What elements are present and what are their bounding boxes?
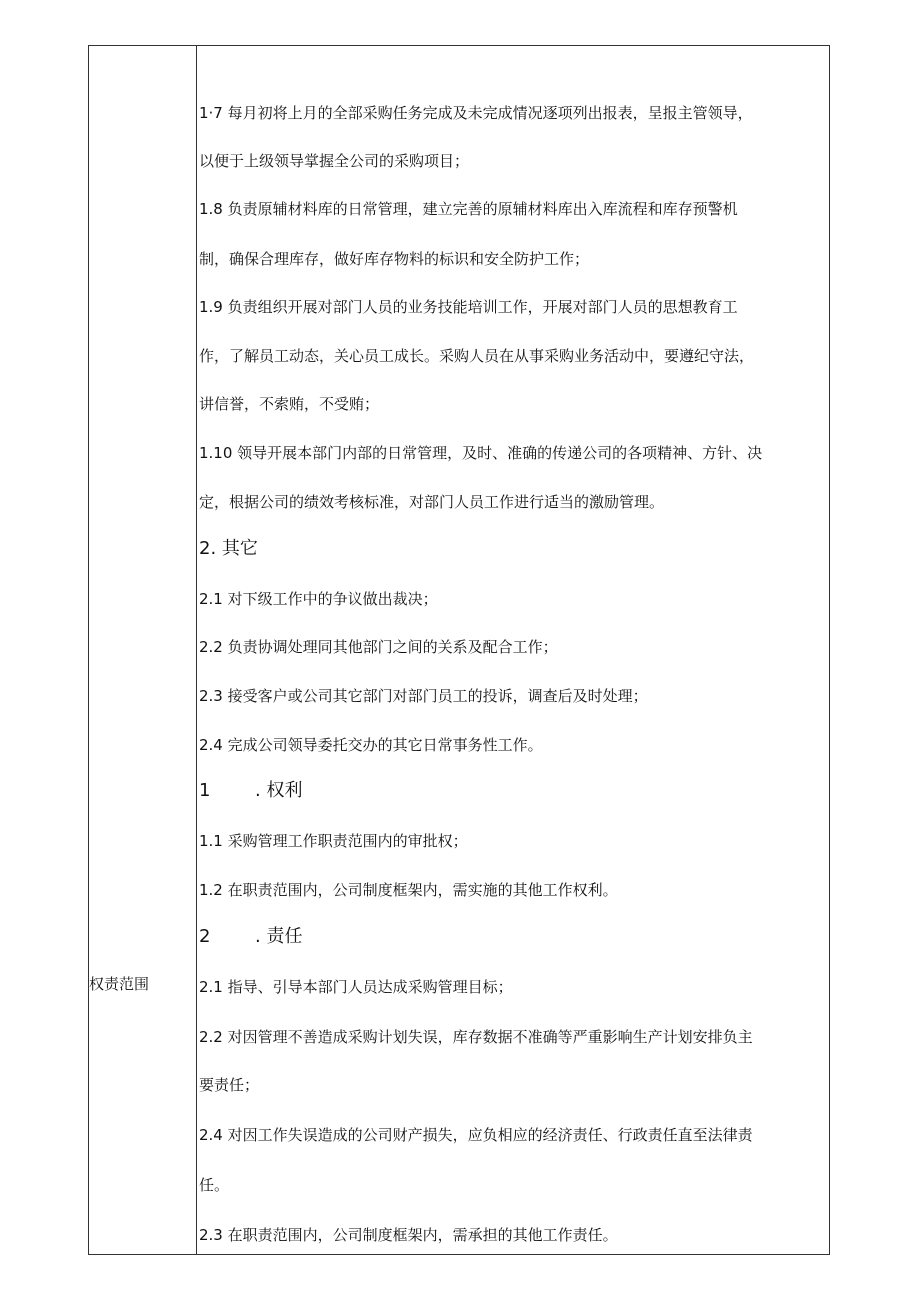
text-line: 作，了解员工动态，关心员工成长。采购人员在从事采购业务活动中，要遵纪守法， <box>199 347 755 365</box>
section-heading-rights <box>199 774 302 808</box>
heading-number: 2 <box>199 926 211 947</box>
section-heading-duties <box>199 920 302 954</box>
responsibility-table <box>88 45 830 1255</box>
heading-number: 1 <box>199 780 211 801</box>
text-line: 制，确保合理库存，做好库存物料的标识和安全防护工作； <box>199 250 590 268</box>
section-heading-other: 2. 其它 <box>199 538 258 559</box>
section-label: 权责范围 <box>89 975 150 993</box>
text-line: 以便于上级领导掌握全公司的采购项目； <box>199 152 470 170</box>
heading-text: . 责任 <box>255 926 303 947</box>
text-line: 1·7 每月初将上月的全部采购任务完成及未完成情况逐项列出报表，呈报主管领导， <box>199 104 753 122</box>
text-line: 任。 <box>199 1176 230 1194</box>
text-line: 1.2 在职责范围内，公司制度框架内，需实施的其他工作权利。 <box>199 881 618 899</box>
text-line: 2.2 对因管理不善造成采购计划失误，库存数据不准确等严重影响生产计划安排负主 <box>199 1028 753 1046</box>
text-line: 1.10 领导开展本部门内部的日常管理，及时、准确的传递公司的各项精神、方针、决 <box>199 444 763 462</box>
text-line: 2.2 负责协调处理同其他部门之间的关系及配合工作； <box>199 638 558 656</box>
text-line: 2.1 对下级工作中的争议做出裁决； <box>199 590 438 608</box>
text-line: 1.1 采购管理工作职责范围内的审批权； <box>199 832 468 850</box>
text-line: 2.4 对因工作失误造成的公司财产损失，应负相应的经济责任、行政责任直至法律责 <box>199 1126 753 1144</box>
column-divider <box>196 46 197 1254</box>
text-line: 2.4 完成公司领导委托交办的其它日常事务性工作。 <box>199 736 543 754</box>
text-line: 定，根据公司的绩效考核标准，对部门人员工作进行适当的激励管理。 <box>199 493 665 511</box>
text-line: 2.1 指导、引导本部门人员达成采购管理目标； <box>199 978 513 996</box>
text-line: 2.3 在职责范围内，公司制度框架内，需承担的其他工作责任。 <box>199 1226 618 1244</box>
text-line: 讲信誉，不索贿，不受贿； <box>199 395 380 413</box>
heading-text: . 权利 <box>255 780 303 801</box>
text-line: 要责任； <box>199 1076 260 1094</box>
text-line: 2.3 接受客户或公司其它部门对部门员工的投诉，调查后及时处理； <box>199 687 648 705</box>
text-line: 1.8 负责原辅材料库的日常管理，建立完善的原辅材料库出入库流程和库存预警机 <box>199 200 738 218</box>
text-line: 1.9 负责组织开展对部门人员的业务技能培训工作，开展对部门人员的思想教育工 <box>199 298 738 316</box>
